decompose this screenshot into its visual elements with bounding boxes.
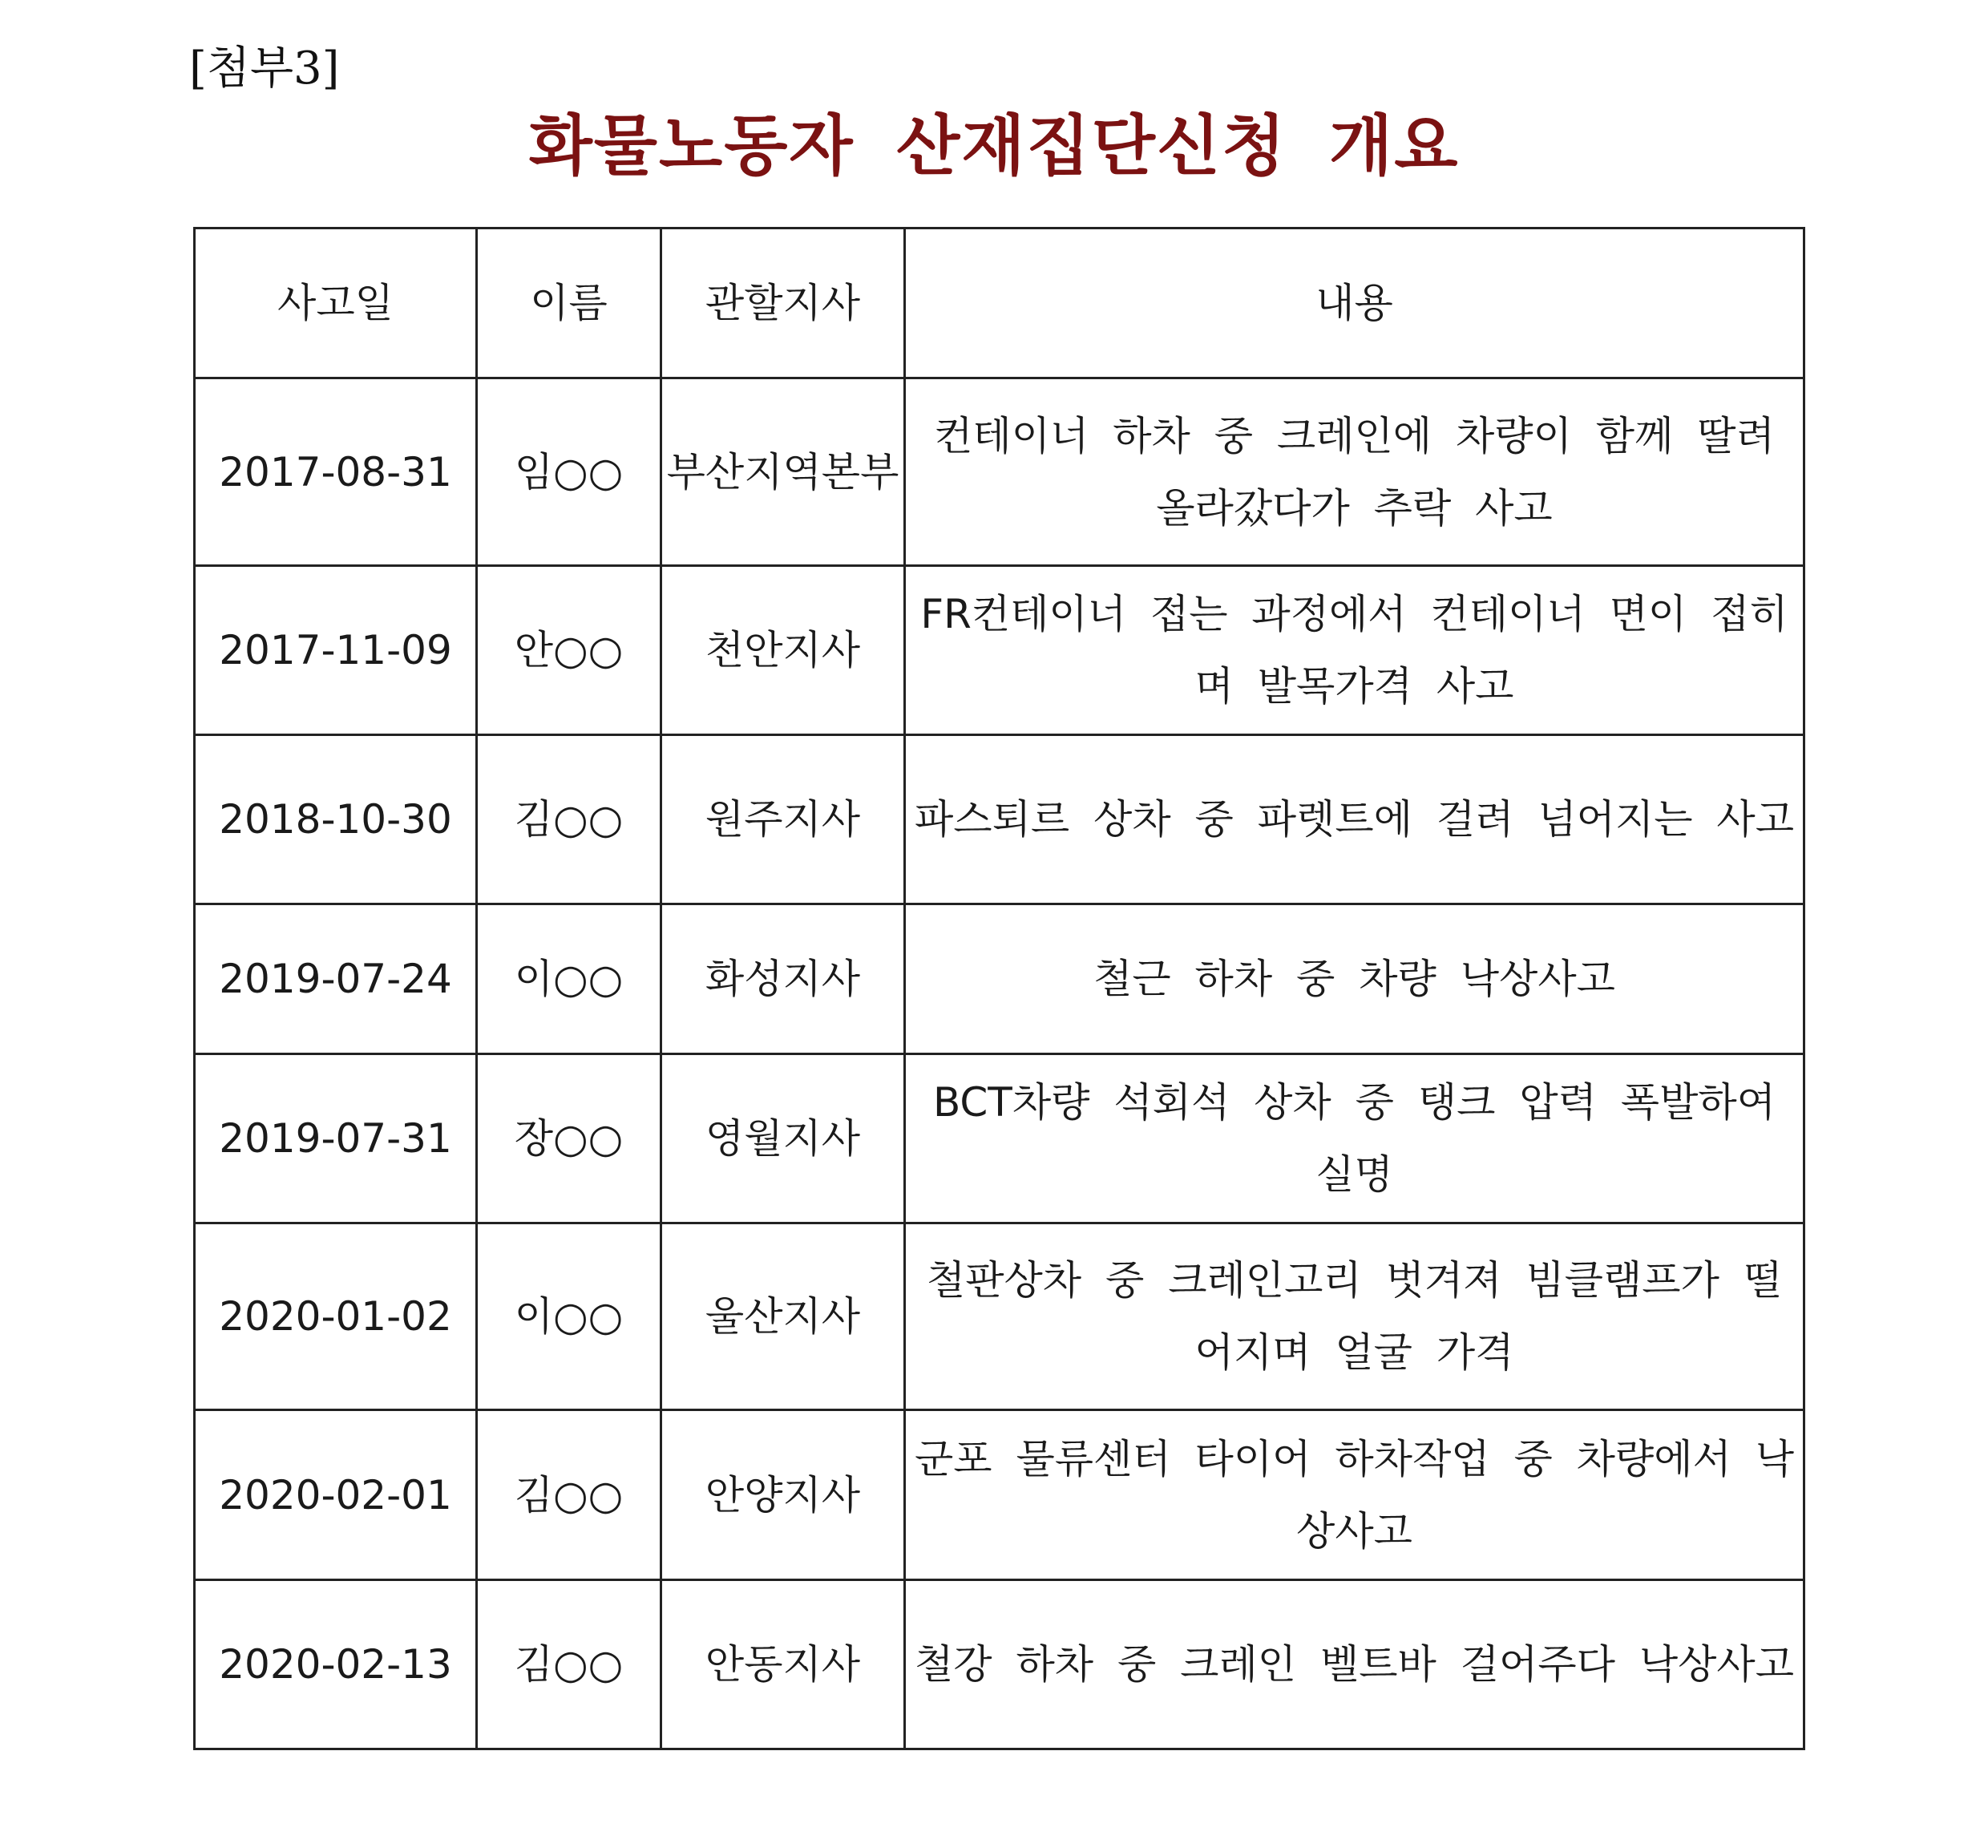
table-header-row [195,228,1804,378]
table-row [195,1410,1804,1580]
cell-date: 2019-07-24 [195,904,477,1054]
table-row [195,566,1804,735]
header-branch: 관할지사 [661,228,905,378]
table-row [195,904,1804,1054]
cell-branch: 원주지사 [661,735,905,904]
cell-content: 컨테이너 하차 중 크레인에 차량이 함께 딸려 올라갔다가 추락 사고 [905,378,1804,566]
cell-name: 안○○ [477,566,661,735]
cell-content: FR컨테이너 접는 과정에서 컨테이너 면이 접히며 발목가격 사고 [905,566,1804,735]
table-row [195,1054,1804,1223]
cell-date: 2017-11-09 [195,566,477,735]
cell-content: 철강 하차 중 크레인 벨트바 걸어주다 낙상사고 [905,1580,1804,1749]
cell-content: 철근 하차 중 차량 낙상사고 [905,904,1804,1054]
attachment-label: [첨부3] [189,42,340,95]
cell-branch: 울산지사 [661,1223,905,1410]
cell-branch: 천안지사 [661,566,905,735]
cell-content: 철판상차 중 크레인고리 벗겨져 빔클램프가 떨어지며 얼굴 가격 [905,1223,1804,1410]
cell-date: 2018-10-30 [195,735,477,904]
cell-branch: 부산지역본부 [661,378,905,566]
header-name: 이름 [477,228,661,378]
cell-name: 장○○ [477,1054,661,1223]
cell-content: 군포 물류센터 타이어 하차작업 중 차량에서 낙상사고 [905,1410,1804,1580]
cell-content: 파스퇴르 상차 중 파렛트에 걸려 넘어지는 사고 [905,735,1804,904]
cell-date: 2020-02-01 [195,1410,477,1580]
cell-name: 이○○ [477,904,661,1054]
header-content: 내용 [905,228,1804,378]
cell-date: 2019-07-31 [195,1054,477,1223]
cell-branch: 안동지사 [661,1580,905,1749]
cell-date: 2020-01-02 [195,1223,477,1410]
cell-name: 김○○ [477,1580,661,1749]
cell-date: 2020-02-13 [195,1580,477,1749]
cell-branch: 안양지사 [661,1410,905,1580]
table-row [195,378,1804,566]
cell-branch: 영월지사 [661,1054,905,1223]
table-row [195,1223,1804,1410]
cell-name: 김○○ [477,735,661,904]
cell-content: BCT차량 석회석 상차 중 탱크 압력 폭발하여 실명 [905,1054,1804,1223]
cell-name: 이○○ [477,1223,661,1410]
cell-name: 김○○ [477,1410,661,1580]
document-title: 화물노동자 산재집단신청 개요 [528,107,1460,184]
cell-branch: 화성지사 [661,904,905,1054]
cell-name: 임○○ [477,378,661,566]
table-row [195,735,1804,904]
accident-summary-table [193,227,1805,1750]
header-accident-date: 사고일 [195,228,477,378]
table-row [195,1580,1804,1749]
cell-date: 2017-08-31 [195,378,477,566]
